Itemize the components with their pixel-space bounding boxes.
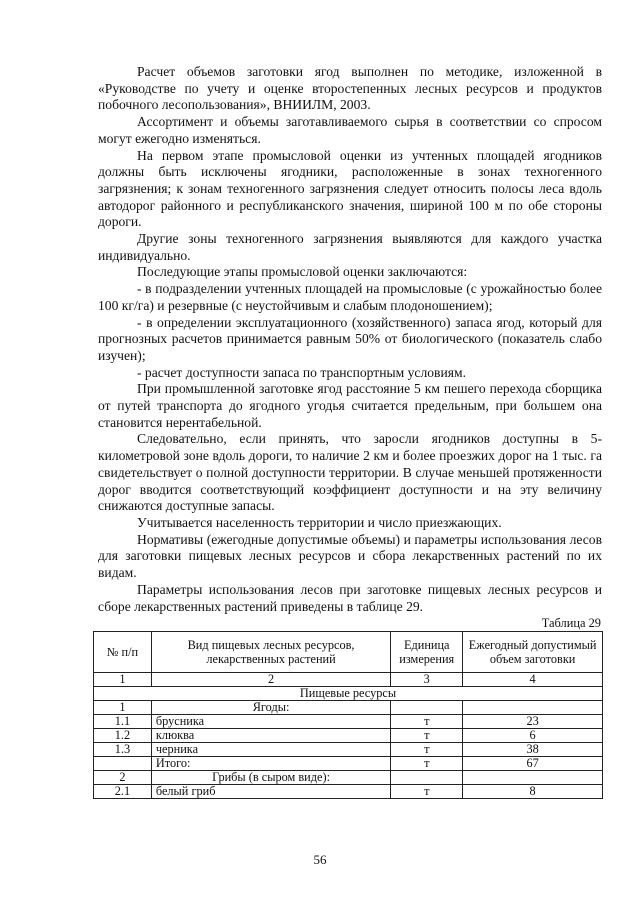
paragraph: Нормативы (ежегодные допустимые объемы) и параметры использования лесов для заготовки пищевых лесных ресурсов и сбора лекарственных растений по их видам.: [98, 531, 602, 581]
column-number-row: [94, 673, 603, 687]
row-value: 38: [463, 743, 603, 757]
group-label: Ягоды:: [151, 701, 390, 715]
paragraph: Следовательно, если принять, что заросли ягодников доступны в 5-километровой зоне вдоль дороги, то наличие 2 км и более проезжих дорог на 1 тыс. га свидетельствует о полной доступности территории. В случае меньшей протяженности дорог вводится соответствующий коэффициент доступности и на эту величину снижаются доступные запасы.: [98, 431, 602, 514]
data-table: [93, 631, 603, 799]
group-row: [94, 771, 603, 785]
header-kind: Вид пищевых лесных ресурсов, лекарственных растений: [151, 632, 390, 673]
section-title: Пищевые ресурсы: [94, 687, 603, 701]
group-row: [94, 701, 603, 715]
column-number: 4: [463, 673, 603, 687]
table-row: [94, 715, 603, 729]
row-unit: т: [391, 743, 463, 757]
paragraph: Учитывается населенность территории и число приезжающих.: [137, 514, 502, 530]
row-value: 23: [463, 715, 603, 729]
row-name: белый гриб: [151, 785, 390, 799]
row-num: 1.2: [94, 729, 152, 743]
total-unit: т: [391, 757, 463, 771]
empty-cell: [391, 771, 463, 785]
paragraph: На первом этапе промысловой оценки из учтенных площадей ягодников должны быть исключены ягодники, расположенные в зонах техногенного загрязнения; к зонам техногенного загрязнения следует относить полосы леса вдоль автодорог районного и республиканского значения, шириной 100 м по обе стороны дороги.: [98, 147, 602, 230]
row-unit: т: [391, 715, 463, 729]
row-num: 1.1: [94, 715, 152, 729]
row-num: 2: [94, 771, 152, 785]
page-number: 56: [313, 852, 327, 867]
header-unit: Единица измерения: [391, 632, 463, 673]
table-header-row: [94, 632, 603, 673]
list-item: - в определении эксплуатационного (хозяйственного) запаса ягод, который для прогнозных расчетов принимается равным 50% от биологического (показатель слабо изучен);: [98, 314, 602, 363]
row-name: брусника: [151, 715, 390, 729]
paragraph: Параметры использования лесов при заготовке пищевых лесных ресурсов и сборе лекарственных растений приведены в таблице 29.: [98, 581, 602, 614]
column-number: 2: [151, 673, 390, 687]
row-unit: т: [391, 729, 463, 743]
column-number: 1: [94, 673, 152, 687]
empty-cell: [463, 701, 603, 715]
table-caption: Таблица 29: [541, 616, 601, 631]
empty-cell: [391, 701, 463, 715]
row-value: 6: [463, 729, 603, 743]
paragraph: Расчет объемов заготовки ягод выполнен по методике, изложенной в «Руководстве по учету и оценке второстепенных лесных ресурсов и продуктов побочного лесопользования», ВНИИЛМ, 2003.: [98, 64, 602, 113]
row-value: 8: [463, 785, 603, 799]
header-volume: Ежегодный допустимый объем заготовки: [463, 632, 603, 673]
column-number: 3: [391, 673, 463, 687]
group-label: Грибы (в сыром виде):: [151, 771, 390, 785]
total-row: [94, 757, 603, 771]
row-num: 1.3: [94, 743, 152, 757]
body-text: [98, 64, 602, 615]
table-row: [94, 743, 603, 757]
empty-cell: [463, 771, 603, 785]
empty-cell: [94, 757, 152, 771]
total-label: Итого:: [151, 757, 390, 771]
row-name: черника: [151, 743, 390, 757]
paragraph: При промышленной заготовке ягод расстояние 5 км пешего перехода сборщика от путей транспорта до ягодного угодья считается предельным, при большем она становится нерентабельной.: [98, 381, 602, 430]
total-value: 67: [463, 757, 603, 771]
table-row: [94, 729, 603, 743]
paragraph: Ассортимент и объемы заготавливаемого сырья в соответствии со спросом могут ежегодно изменяться.: [98, 114, 602, 146]
paragraph: Последующие этапы промысловой оценки заключаются:: [137, 264, 468, 280]
row-name: клюква: [151, 729, 390, 743]
list-item: - расчет доступности запаса по транспортным условиям.: [137, 364, 466, 380]
paragraph: Другие зоны техногенного загрязнения выявляются для каждого участка индивидуально.: [98, 231, 602, 263]
section-row: [94, 687, 603, 701]
row-unit: т: [391, 785, 463, 799]
row-num: 2.1: [94, 785, 152, 799]
table-row: [94, 785, 603, 799]
row-num: 1: [94, 701, 152, 715]
header-num: № п/п: [94, 632, 152, 673]
list-item: - в подразделении учтенных площадей на промысловые (с урожайностью более 100 кг/га) и резервные (с неустойчивым и слабым плодоношением);: [98, 281, 602, 313]
